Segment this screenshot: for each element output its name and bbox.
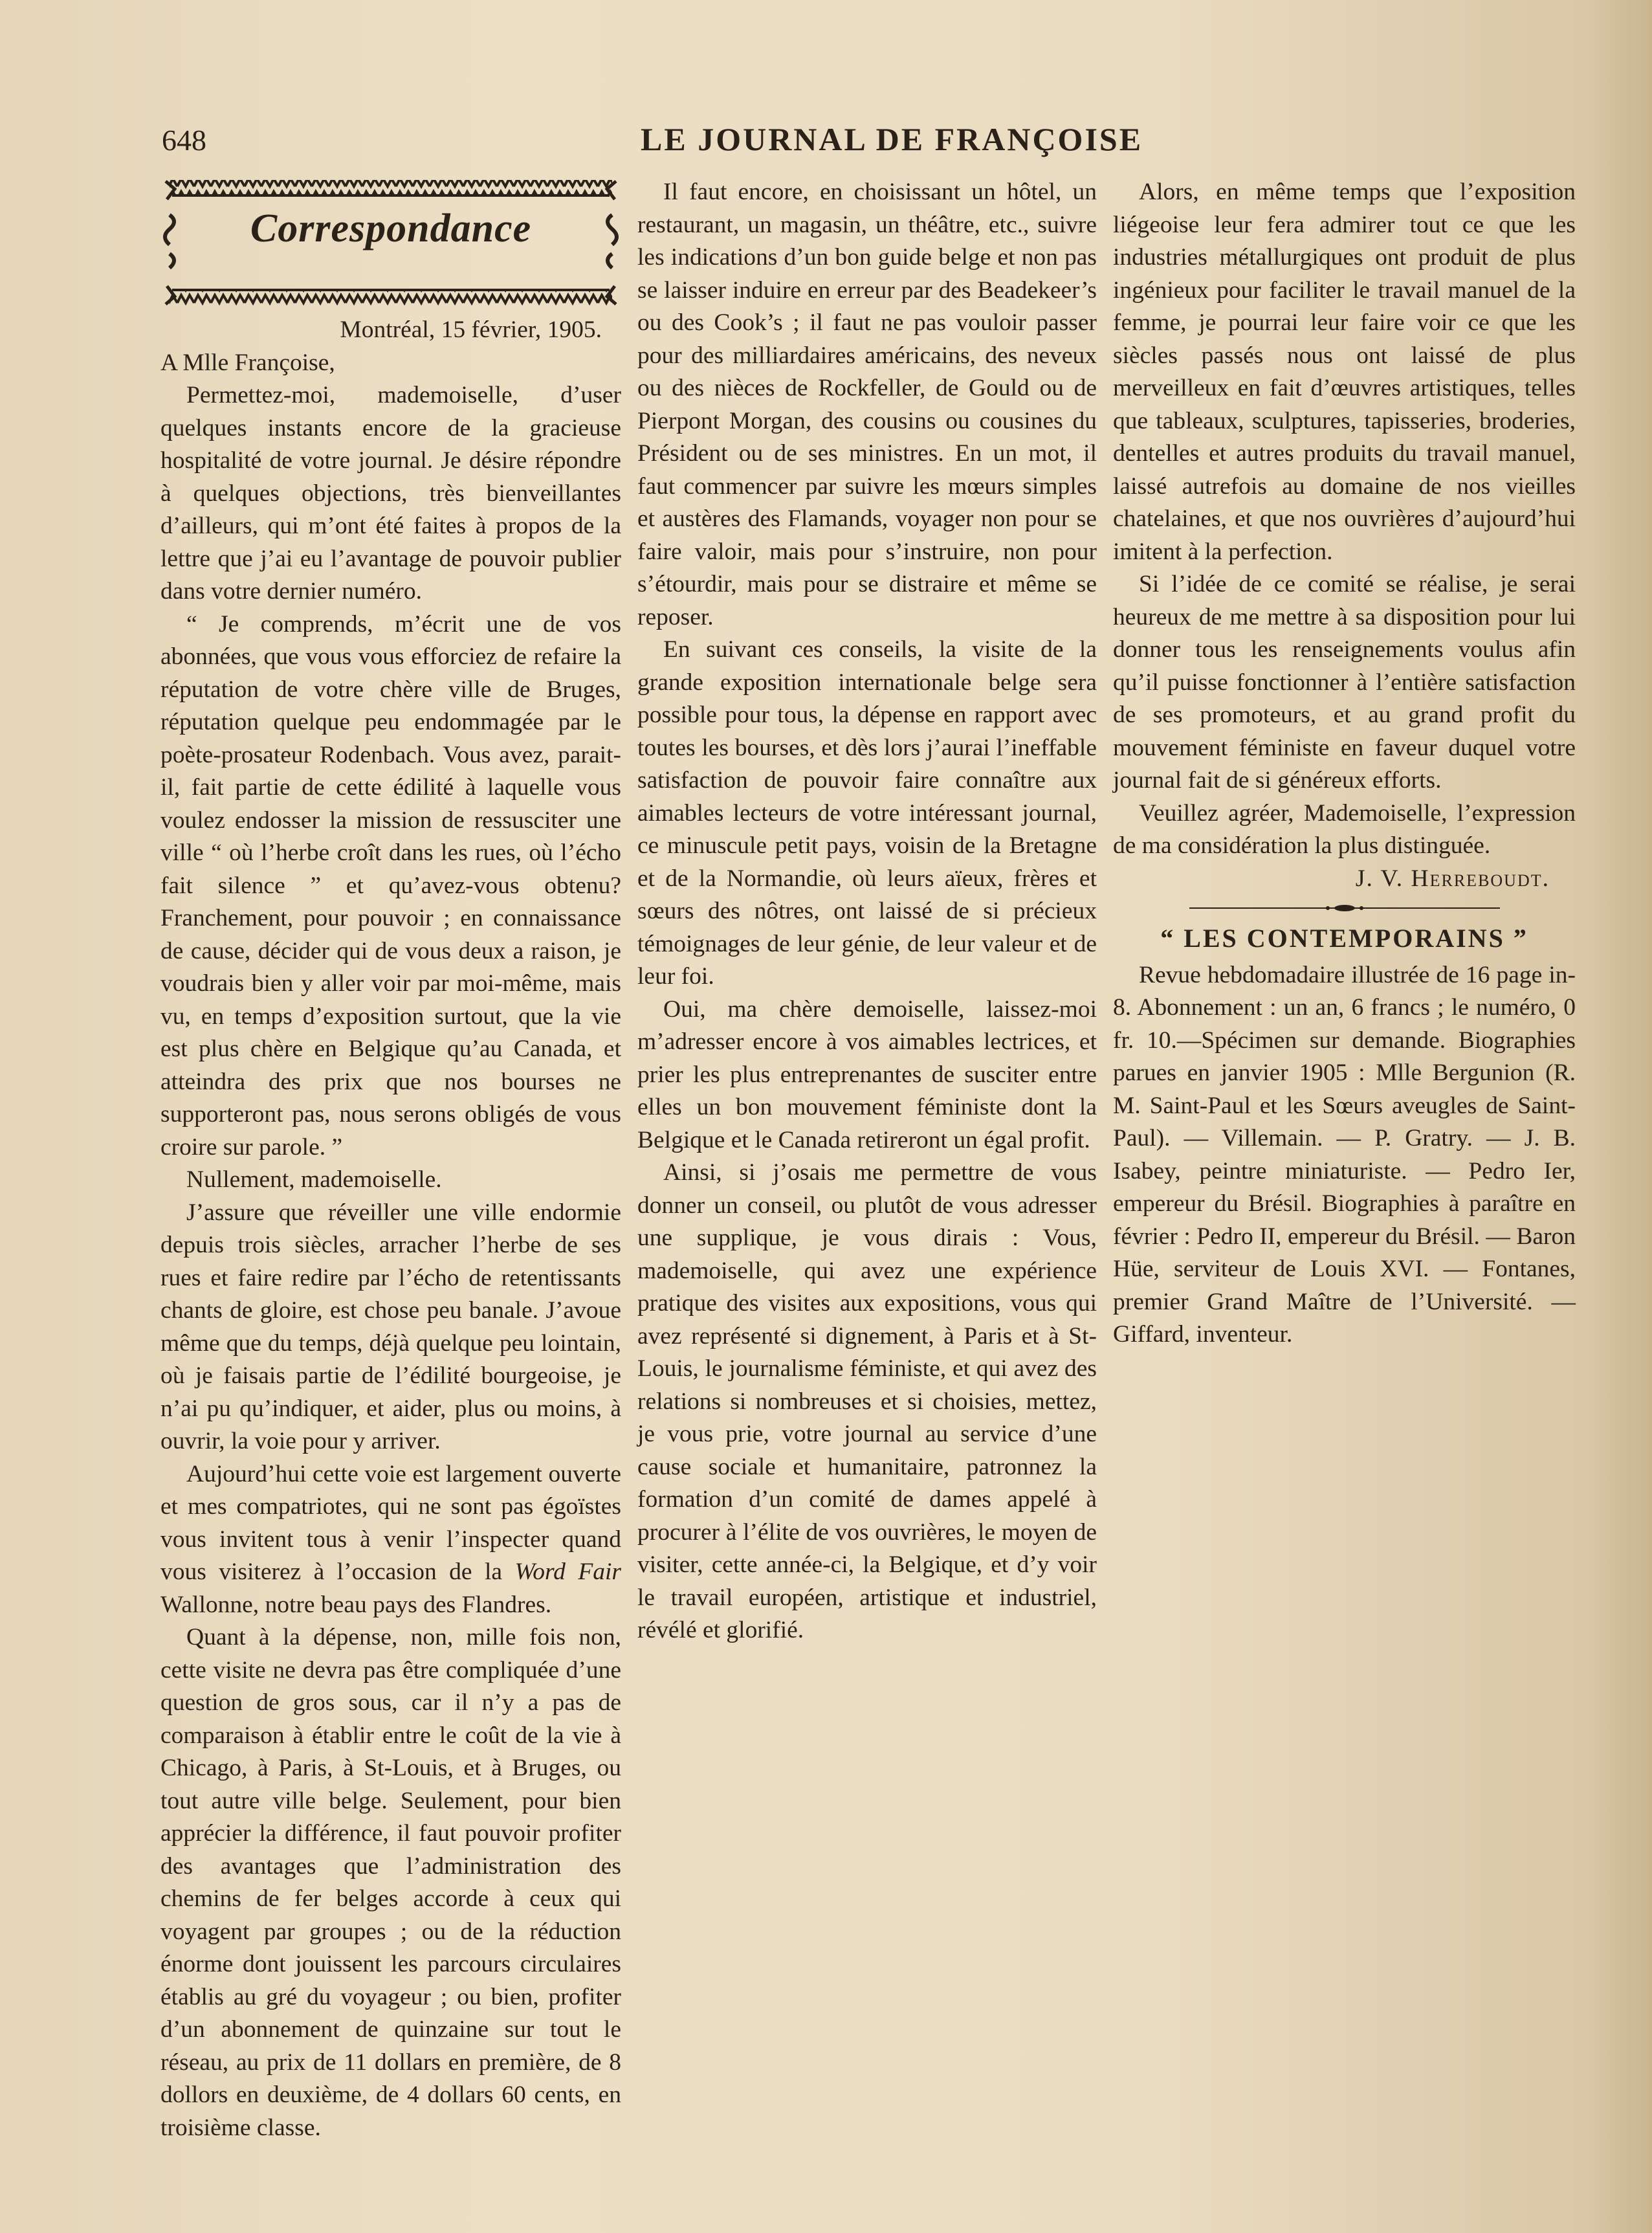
column-2	[637, 176, 1097, 1647]
notice-heading: “ LES CONTEMPORAINS ”	[1160, 924, 1528, 953]
running-title: LE JOURNAL DE FRANÇOISE	[641, 121, 1143, 157]
section-title-frame	[160, 176, 621, 309]
notice-body: Revue hebdomadaire illustrée de 16 page in-8. Abonnement : un an, 6 francs ; le numéro, 0 fr. 10.—Spécimen sur demande. Biographies parues en janvier 1905 : Mlle Bergunion (R. M. Saint-Paul et les Sœurs aveugles de Saint-Paul). — Villemain. — P. Gratry. — J. B. Isabey, peintre miniaturiste. — Pedro Ier, empereur du Brésil. Biographies à paraître en février : Pedro II, empereur du Brésil. — Baron Hüe, serviteur de Louis XVI. — Fontanes, premier Grand Maître de l’Université. — Giffard, inventeur.	[1113, 961, 1576, 1348]
page-number: 648	[162, 124, 206, 157]
column-1	[160, 176, 621, 2144]
letter-paragraph: Il faut encore, en choisissant un hôtel, un restaurant, un magasin, un théâtre, etc., suivre les indications d’un bon guide belge et non pas se laisser induire en erreur par des Beadekeer’s ou des Cook’s ; il faut ne pas vouloir passer pour des milliardaires américains, des neveux ou des nièces de Rockfeller, de Gould ou de Pierpont Morgan, des cousins ou cousines du Président ou de ses ministres. En un mot, il faut commencer par suivre les mœurs simples et austères des Flamands, voyager non pour se faire valoir, mais pour s’instruire, non pour s’étourdir, mais pour se distraire et même se reposer.	[637, 179, 1097, 630]
letter-paragraph: Alors, en même temps que l’exposition liégeoise leur fera admirer tout ce que les industries métallurgiques ont produit de plus ingénieux pour faciliter le travail manuel de la femme, je pourrai leur faire voir ce que les siècles passés nous ont laissé de plus merveilleux en fait d’œuvres artistiques, telles que tableaux, sculptures, tapisseries, broderies, dentelles et autres produits du travail manuel, laissé autrefois au domaine de nos vieilles chatelaines, et que nos ouvrières d’aujourd’hui imitent à la perfection.	[1113, 179, 1576, 565]
letter-paragraph: “ Je comprends, m’écrit une de vos abonnées, que vous vous efforciez de refaire la réputation de votre chère ville de Bruges, réputation quelque peu endommagée par le poète-prosateur Rodenbach. Vous avez, parait-il, fait partie de cette édilité à laquelle vous voulez endosser la mission de ressusciter une ville “ où l’herbe croît dans les rues, où l’écho fait silence ” et qu’avez-vous obtenu? Franchement, pour pouvoir ; en connaissance de cause, décider qui de vous deux a raison, je voudrais bien y aller voir par moi-même, mais vu, en temps d’exposition surtout, que la vie est plus chère en Belgique qu’au Canada, et atteindra des prix que nos bourses ne supporteront pas, nous serons obligés de vous croire sur parole. ”	[160, 610, 621, 1161]
page-header	[162, 117, 1143, 162]
paragraph-text: Aujourd’hui cette voie est largement ouverte et mes compatriotes, qui ne sont pas égoïstes vous invitent tous à venir l’inspecter quand vous visiterez à l’occasion de la	[160, 1460, 621, 1585]
italic-text: Word Fair	[514, 1559, 621, 1585]
letter-paragraph: Nullement, mademoiselle.	[186, 1166, 442, 1193]
letter-paragraph: Ainsi, si j’osais me permettre de vous donner un conseil, ou plutôt de vous adresser une supplique, je vous dirais : Vous, mademoiselle, qui avez une expérience pratique des visites aux expositions, vous qui avez représenté si dignement, à Paris et à St-Louis, le journalisme féministe, et qui avez des relations si nombreuses et si choisies, mettez, je vous prie, votre journal au service d’une cause sociale et humanitaire, patronnez la formation d’un comité de dames appelé à procurer à l’élite de vos ouvrières, le moyen de visiter, cette année-ci, la Belgique, et d’y voir le travail européen, artistique et industriel, révélé et glorifié.	[637, 1159, 1097, 1643]
letter-salutation: A Mlle Françoise,	[160, 349, 335, 376]
letter-paragraph: En suivant ces conseils, la visite de la grande exposition internationale belge sera possible pour tous, la dépense en rapport avec toutes les bourses, et dès lors j’aurai l’ineffable satisfaction de pouvoir faire connaître aux aimables lecteurs de votre intéressant journal, ce minuscule petit pays, voisin de la Bretagne et de la Normandie, où leurs aïeux, frères et sœurs des nôtres, ont laissé de si précieux témoignages de leur génie, de leur valeur et de leur foi.	[637, 636, 1097, 990]
letter-signature	[1113, 863, 1576, 896]
ornamental-divider-icon	[1189, 902, 1500, 915]
letter-paragraph	[160, 1458, 621, 1622]
column-3	[1113, 176, 1576, 1351]
paragraph-text: Wallonne, notre beau pays des Flandres.	[160, 1591, 552, 1618]
letter-paragraph: Quant à la dépense, non, mille fois non, cette visite ne devra pas être compliquée d’une question de gros sous, car il n’y a pas de comparaison à établir entre le coût de la vie à Chicago, à Paris, à St-Louis, et à Bruges, ou tout autre ville belge. Seulement, pour bien apprécier la différence, il faut pouvoir profiter des avantages que l’administration des chemins de fer belges accorde à ceux qui voyagent par groupes ; ou de la réduction énorme dont jouissent les parcours circulaires établis au gré du voyageur ; ou bien, profiter d’un abonnement de quinzaine sur tout le réseau, au prix de 11 dollars en première, de 8 dollors en deuxième, de 4 dollars 60 cents, en troisième classe.	[160, 1624, 621, 2141]
letter-paragraph: Permettez-moi, mademoiselle, d’user quelques instants encore de la gracieuse hospitalité de votre journal. Je désire répondre à quelques objections, très bienveillantes d’ailleurs, qui m’ont été faites à propos de la lettre que j’ai eu l’avantage de pouvoir publier dans votre dernier numéro.	[160, 382, 621, 605]
letter-paragraph: Oui, ma chère demoiselle, laissez-moi m’adresser encore à vos aimables lectrices, et prier les plus entreprenantes de susciter entre elles un bon mouvement féministe dont la Belgique et le Canada retireront un égal profit.	[637, 995, 1097, 1153]
letter-paragraph: J’assure que réveiller une ville endormie depuis trois siècles, arracher l’herbe de ses rues et faire redire par l’écho de retentissants chants de gloire, est chose peu banale. J’avoue même que du temps, déjà quelque peu lointain, où je faisais partie de l’édilité bourgeoise, je n’ai pu qu’indiquer, et aider, plus ou moins, à ouvrir, la voie pour y arriver.	[160, 1199, 621, 1454]
section-title: Correspondance	[250, 206, 532, 250]
letter-paragraph: Veuillez agréer, Mademoiselle, l’expression de ma considération la plus distinguée.	[1113, 799, 1576, 859]
letter-paragraph: Si l’idée de ce comité se réalise, je serai heureux de me mettre à sa disposition pour lui donner tous les renseignements voulus afin qu’il puisse fonctionner à l’entière satisfaction de ses promoteurs, et au grand profit du mouvement féministe en faveur duquel votre journal fait de si généreux efforts.	[1113, 571, 1576, 794]
letter-dateline: Montréal, 15 février, 1905.	[340, 317, 602, 343]
signature-text: J. V. Herreboudt.	[1355, 865, 1550, 892]
